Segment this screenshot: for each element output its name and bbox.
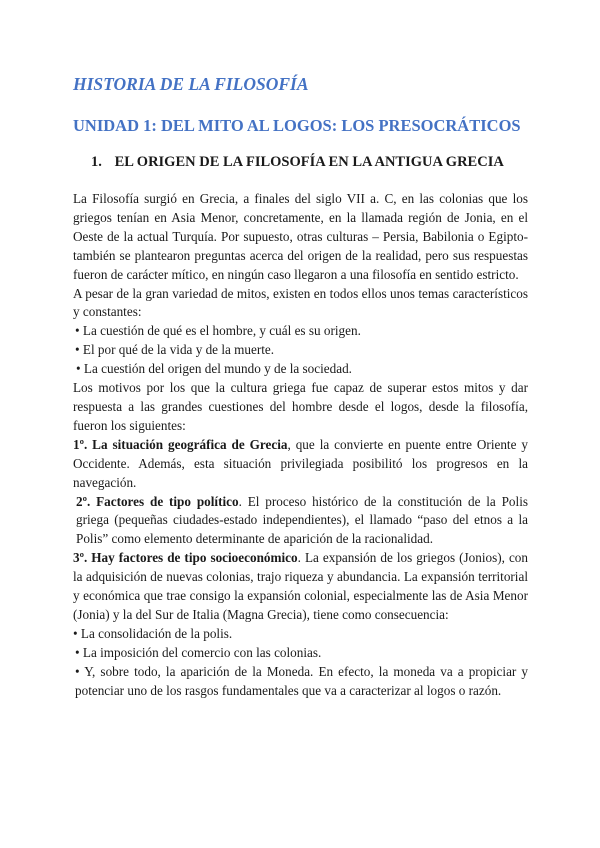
factor-socioeconomic	[73, 549, 528, 625]
section-number: 1.	[91, 154, 102, 170]
unit-heading: UNIDAD 1: DEL MITO AL LOGOS: LOS PRESOCRÁTICOS	[73, 116, 521, 135]
factor-political	[73, 493, 528, 550]
factor-geographic	[73, 436, 528, 493]
list-item: • La cuestión de qué es el hombre, y cuál es su origen.	[75, 323, 361, 339]
factor-socioeconomic-text: . La expansión de los griegos (Jonios), con la adquisición de nuevas colonias, trajo riqueza y abundancia. La expansión territorial y económica que trae consigo la expansión colonial, especialmente las de Asia Menor (Jonia) y la del Sur de Italia (Magna Grecia), tiene como consecuencia:	[73, 550, 528, 622]
paragraph-origin: La Filosofía surgió en Grecia, a finales del siglo VII a. C, en las colonias que los griegos tenían en Asia Menor, concretamente, en la llamada región de Jonia, en el Oeste de la actual Turquía. Por supuesto, otras culturas – Persia, Babilonia o Egipto- también se plantearon preguntas acerca del origen de la realidad, pero sus respuestas fueron de carácter mítico, en ningún caso llegaron a una filosofía en sentido estricto.	[73, 191, 528, 282]
document-body	[73, 190, 528, 700]
factor-political-text: . El proceso histórico de la constitución de la Polis griega (pequeñas ciudades-estado independientes), el llamado “paso del etnos a la Polis” como elemento determinante de aparición de la racionalidad.	[76, 493, 528, 547]
list-item: • La consolidación de la polis.	[73, 625, 233, 641]
paragraph-myths: A pesar de la gran variedad de mitos, existen en todos ellos unos temas característicos y constantes:	[73, 285, 528, 320]
factor-geographic-text: , que la convierte en puente entre Oriente y Occidente. Además, esta situación privilegiada posibilitó los progresos en la navegación.	[73, 436, 528, 490]
section-heading	[91, 154, 504, 171]
factor-socioeconomic-heading: 3º. Hay factores de tipo socioeconómico	[73, 550, 298, 566]
document-title: HISTORIA DE LA FILOSOFÍA	[73, 74, 309, 94]
factor-political-heading: 2º. Factores de tipo político	[76, 493, 239, 509]
paragraph-motives: Los motivos por los que la cultura griega fue capaz de superar estos mitos y dar respuesta a las grandes cuestiones del hombre desde el logos, desde la filosofía, fueron los siguientes:	[73, 380, 528, 433]
list-item: • El por qué de la vida y de la muerte.	[75, 342, 275, 358]
list-item: • La imposición del comercio con las colonias.	[75, 644, 322, 660]
list-item: • La cuestión del origen del mundo y de la sociedad.	[76, 361, 352, 377]
factor-geographic-heading: 1º. La situación geográfica de Grecia	[73, 436, 288, 452]
section-title: EL ORIGEN DE LA FILOSOFÍA EN LA ANTIGUA GRECIA	[114, 154, 504, 170]
list-item: • Y, sobre todo, la aparición de la Moneda. En efecto, la moneda va a propiciar y potenciar uno de los rasgos fundamentales que va a caracterizar al logos o razón.	[75, 663, 528, 698]
